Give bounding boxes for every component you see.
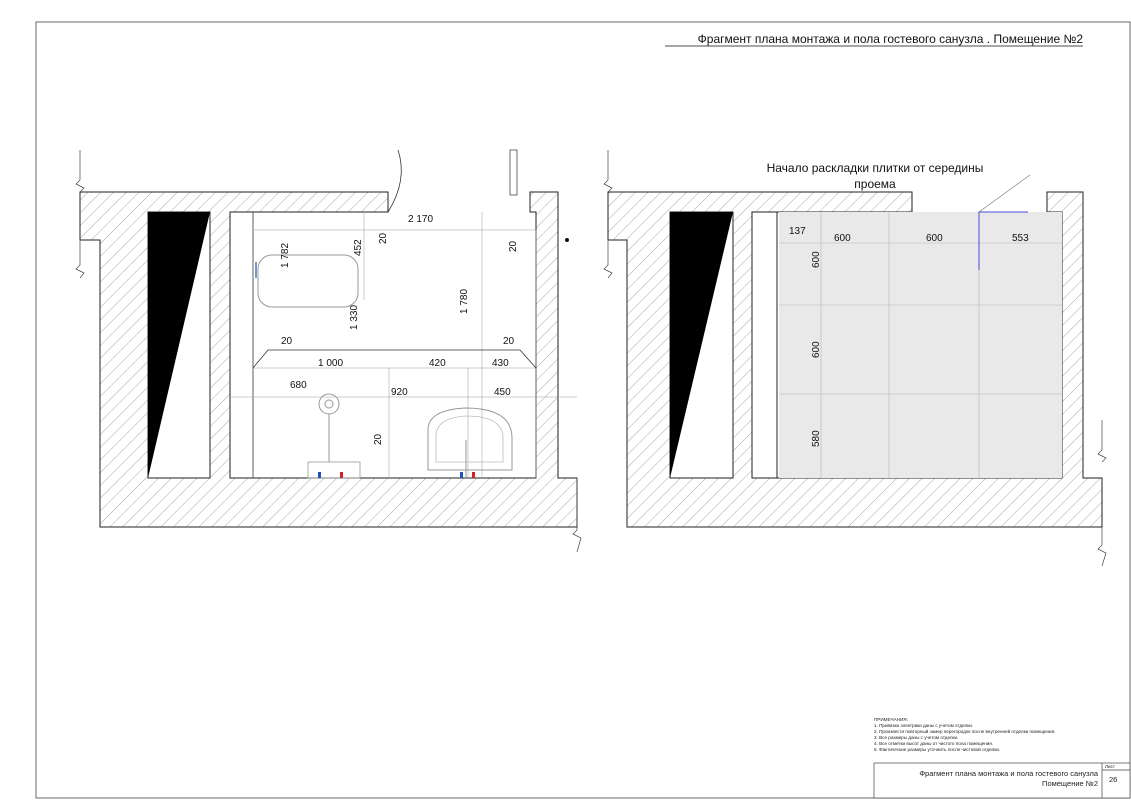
title-block-line1: Фрагмент плана монтажа и пола гостевого санузла <box>919 769 1098 778</box>
right-annotation-line1: Начало раскладки плитки от середины <box>766 161 984 175</box>
dim-tile-h3: 580 <box>811 430 822 447</box>
notes <box>874 717 1055 752</box>
notes-item: 4. Все отметки высот даны от чистого пола помещения. <box>874 741 994 746</box>
dim-seg-920: 920 <box>391 387 408 398</box>
start-marker-leader <box>979 175 1030 212</box>
right-plan <box>604 150 1106 566</box>
drain-inner <box>325 400 333 408</box>
dim-tile-w3: 553 <box>1012 233 1029 244</box>
dim-room-depth: 1 780 <box>459 288 470 314</box>
washbasin-pipe-blue <box>460 472 463 478</box>
dim-tile-w2: 600 <box>926 233 943 244</box>
title-block <box>874 763 1130 798</box>
dim-top-gap-right: 20 <box>508 240 519 252</box>
notes-item: 1. Привязки электрики даны с учетом отделки. <box>874 723 974 728</box>
dim-total-width: 2 170 <box>408 214 434 225</box>
right-break-line-3 <box>1098 420 1106 462</box>
right-break-line-4 <box>1098 527 1106 566</box>
dim-tile-h2: 600 <box>811 341 822 358</box>
dim-seg-420: 420 <box>429 358 446 369</box>
title-block-line2: Помещение №2 <box>1042 779 1098 788</box>
drain-box <box>308 462 360 478</box>
left-black-niche <box>148 212 210 478</box>
dim-mid-gap-left: 20 <box>281 336 293 347</box>
notes-item: 2. Произвести повторный замер перегородок после внутренней отделки помещения. <box>874 729 1056 734</box>
notes-item: 5. Фактические размеры уточнить после чистовой отделки. <box>874 747 1001 752</box>
dim-top-gap-left: 20 <box>378 232 389 244</box>
bathtub <box>258 255 358 307</box>
left-break-line <box>76 150 84 192</box>
dim-tile-w1: 600 <box>834 233 851 244</box>
dim-tile-h1: 600 <box>811 251 822 268</box>
right-break-line <box>604 150 612 192</box>
door-arc <box>388 150 401 212</box>
door-post <box>510 150 517 195</box>
dim-seg-680: 680 <box>290 380 307 391</box>
left-break-line-2 <box>76 240 84 278</box>
dim-tub-height: 1 782 <box>280 242 291 268</box>
dim-tub-offset: 452 <box>353 239 364 256</box>
washbasin-pipe-red <box>472 472 475 478</box>
dim-floor-gap: 20 <box>373 433 384 445</box>
right-black-niche <box>670 212 733 478</box>
right-break-line-2 <box>604 240 612 278</box>
dim-tub-to-axis: 1 330 <box>349 304 360 330</box>
right-annotation-line2: проема <box>854 177 896 191</box>
dim-seg-430: 430 <box>492 358 509 369</box>
left-plan <box>76 150 581 552</box>
washbasin <box>428 408 512 470</box>
sheet-label: Лист <box>1105 764 1115 769</box>
drain-pipe-red <box>340 472 343 478</box>
dim-seg-1000: 1 000 <box>318 358 344 369</box>
dim-mid-gap-right: 20 <box>503 336 515 347</box>
notes-heading: ПРИМЕЧАНИЯ: <box>874 717 908 722</box>
axis-dot <box>565 238 569 242</box>
dim-seg-450: 450 <box>494 387 511 398</box>
notes-item: 3. Все размеры даны с учетом отделки. <box>874 735 959 740</box>
sheet-title: Фрагмент плана монтажа и пола гостевого санузла . Помещение №2 <box>697 32 1083 46</box>
drain-pipe-blue <box>318 472 321 478</box>
sheet-number: 26 <box>1109 775 1118 784</box>
washbasin-bowl <box>436 416 503 462</box>
dim-start-offset: 137 <box>789 226 806 237</box>
